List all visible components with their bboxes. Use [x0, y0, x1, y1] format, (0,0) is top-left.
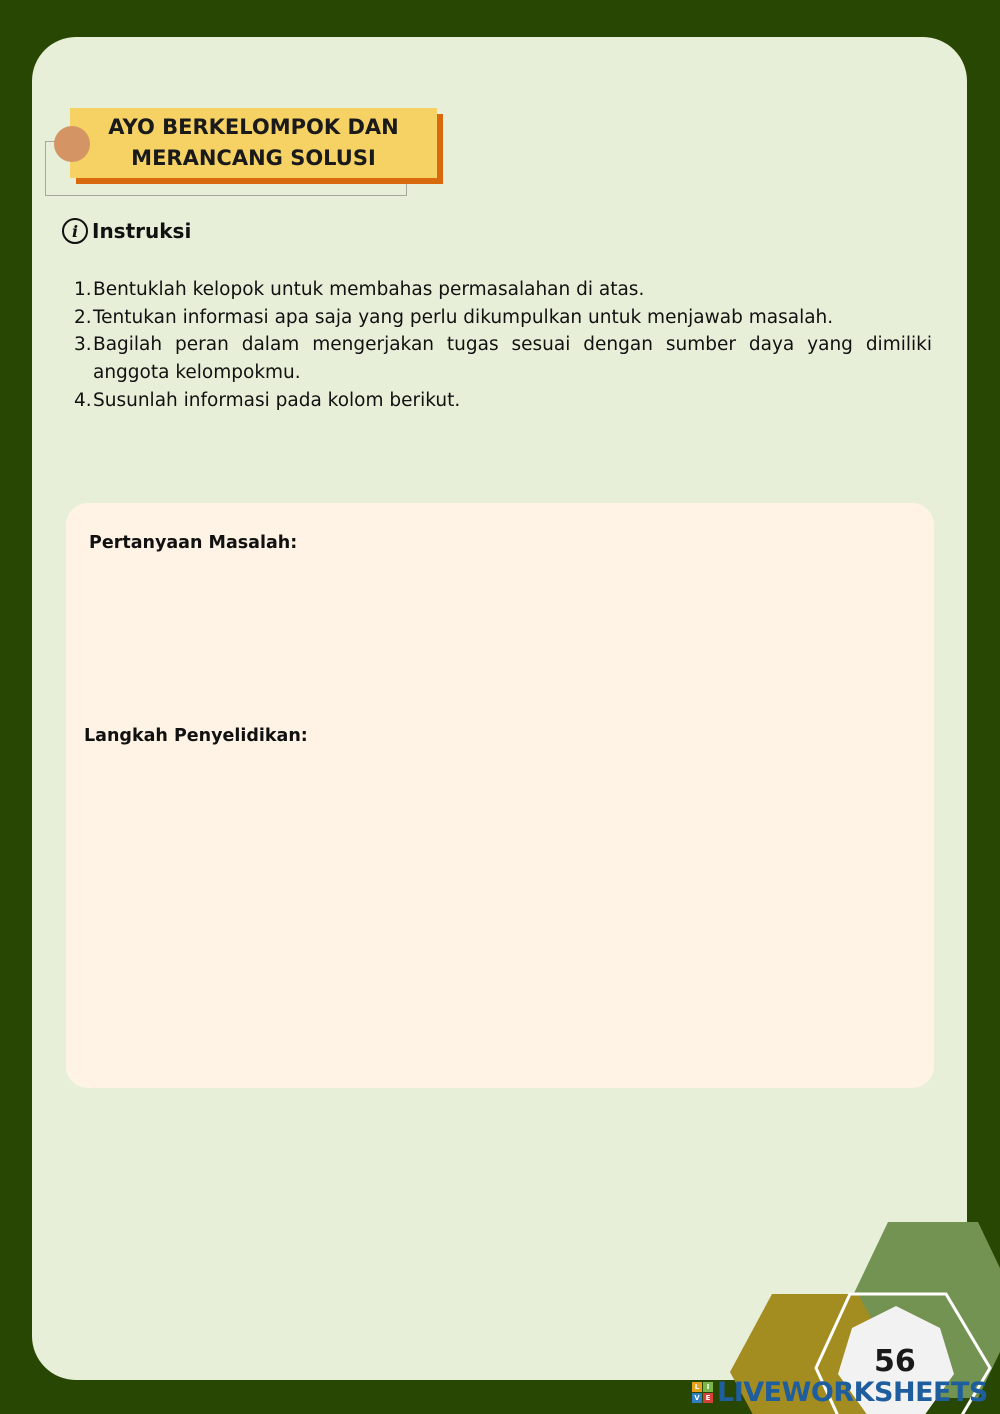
- question-label: Pertanyaan Masalah:: [89, 533, 298, 553]
- instructions-heading: [62, 218, 191, 244]
- section-title-line1: AYO BERKELOMPOK DAN: [108, 115, 399, 139]
- title-dot-decoration: [54, 126, 90, 162]
- investigation-steps-label: Langkah Penyelidikan:: [84, 726, 308, 746]
- instruction-list: [74, 276, 932, 415]
- list-item: [74, 387, 932, 415]
- list-item-number: 1.: [74, 279, 92, 300]
- list-item-text: Bentuklah kelopok untuk membahas permasalahan di atas.: [93, 279, 645, 300]
- liveworksheets-logo: [692, 1377, 988, 1408]
- list-item: [74, 304, 932, 332]
- list-item-text: Bagilah peran dalam mengerjakan tugas sesuai dengan sumber daya yang dimiliki anggota kelompokmu.: [93, 334, 932, 384]
- list-item-text: Tentukan informasi apa saja yang perlu dikumpulkan untuk menjawab masalah.: [93, 306, 834, 328]
- section-title-line2: MERANCANG SOLUSI: [131, 146, 376, 170]
- logo-grid-icon: L I V E: [692, 1382, 713, 1403]
- section-title: [70, 108, 437, 178]
- list-item-number: 3.: [74, 334, 92, 356]
- instructions-heading-text: Instruksi: [92, 219, 192, 243]
- list-item: [74, 331, 932, 386]
- brand-text: LIVEWORKSHEETS: [717, 1377, 988, 1408]
- list-item-number: 4.: [74, 389, 92, 411]
- info-icon: i: [62, 218, 88, 244]
- answer-panel[interactable]: [66, 503, 934, 1088]
- page-number: 56: [874, 1344, 916, 1379]
- list-item-text: Susunlah informasi pada kolom berikut.: [93, 389, 461, 411]
- list-item-number: 2.: [74, 306, 92, 328]
- list-item: [74, 276, 932, 304]
